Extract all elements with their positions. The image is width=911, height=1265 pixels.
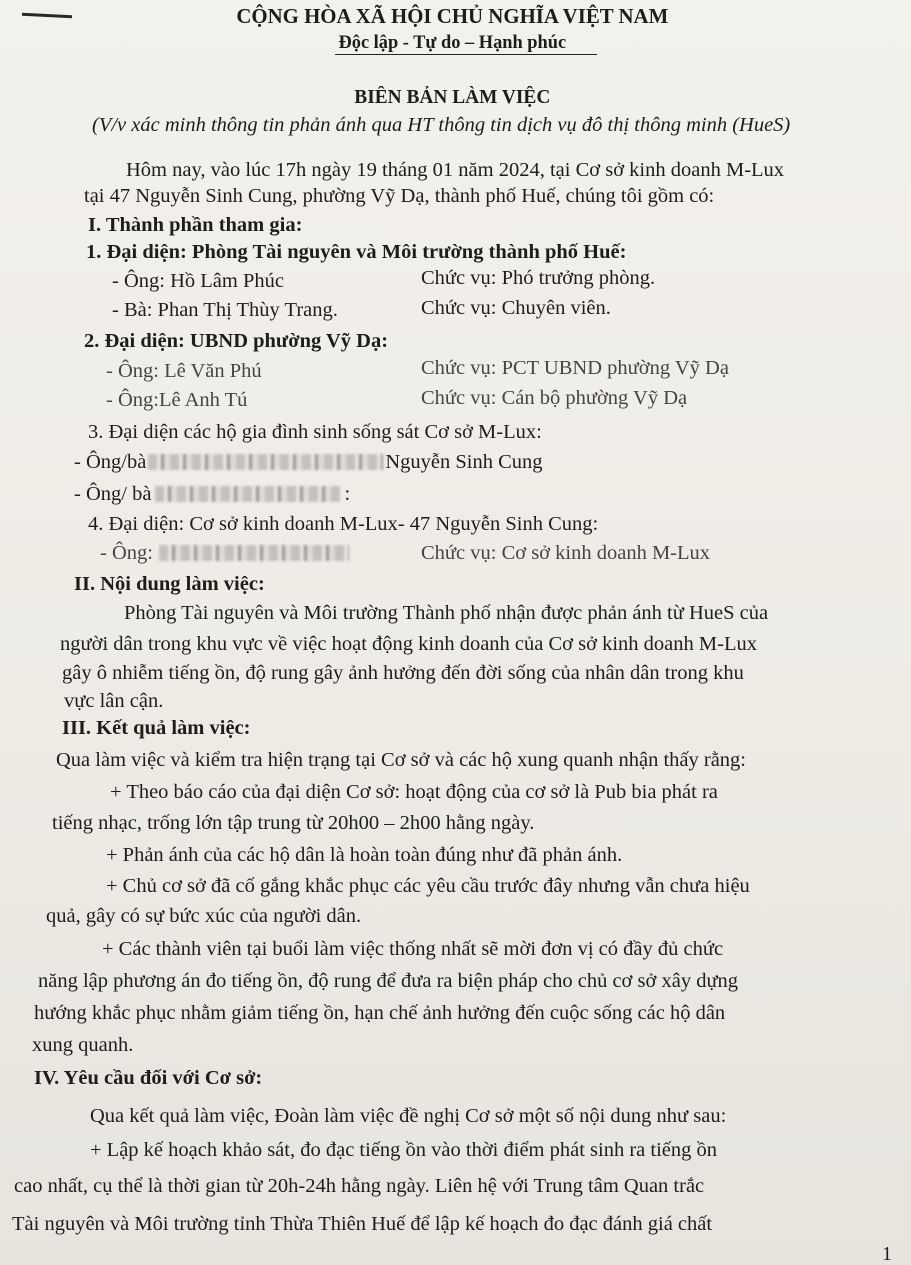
business-rep-row	[100, 543, 355, 564]
intro-line-1: Hôm nay, vào lúc 17h ngày 19 tháng 01 năm 2024, tại Cơ sở kinh doanh M-Lux	[126, 159, 785, 181]
redacted-name-block	[148, 454, 383, 470]
participant-role: Chức vụ: Phó trưởng phòng.	[421, 267, 656, 289]
section-3-line: năng lập phương án đo tiếng ồn, độ rung để đưa ra biện pháp cho chủ cơ sở xây dựng	[38, 970, 739, 992]
participant-name: - Ông:Lê Anh Tú	[106, 389, 248, 411]
redacted-name-block	[155, 486, 340, 502]
national-motto: Độc lập - Tự do – Hạnh phúc	[338, 33, 567, 53]
document-title: BIÊN BẢN LÀM VIỆC	[354, 87, 551, 108]
intro-line-2: tại 47 Nguyễn Sinh Cung, phường Vỹ Dạ, thành phố Huế, chúng tôi gồm có:	[84, 185, 715, 207]
group-1-heading: 1. Đại diện: Phòng Tài nguyên và Môi trường thành phố Huế:	[86, 241, 627, 263]
household-prefix: - Ông/ bà	[74, 483, 152, 505]
section-4-line: Qua kết quả làm việc, Đoàn làm việc đề nghị Cơ sở một số nội dung như sau:	[90, 1105, 727, 1127]
redacted-name-block	[159, 545, 349, 561]
household-address: Nguyễn Sinh Cung	[385, 451, 543, 473]
household-row-2	[74, 484, 350, 505]
section-3-line: hướng khắc phục nhằm giảm tiếng ồn, hạn chế ảnh hưởng đến cuộc sống các hộ dân	[34, 1002, 726, 1024]
section-2-line: người dân trong khu vực về việc hoạt động kinh doanh của Cơ sở kinh doanh M-Lux	[60, 633, 757, 655]
section-3-line: xung quanh.	[32, 1034, 134, 1056]
participant-role: Chức vụ: Cán bộ phường Vỹ Dạ	[421, 387, 688, 409]
section-3-line: quả, gây có sự bức xúc của người dân.	[46, 905, 362, 927]
section-4-line: cao nhất, cụ thể là thời gian từ 20h-24h hằng ngày. Liên hệ với Trung tâm Quan trắc	[14, 1175, 705, 1197]
household-row-1	[74, 452, 543, 473]
business-rep-role: Chức vụ: Cơ sở kinh doanh M-Lux	[421, 542, 711, 564]
group-2-heading: 2. Đại diện: UBND phường Vỹ Dạ:	[84, 330, 389, 352]
section-3-line: + Phản ánh của các hộ dân là hoàn toàn đúng như đã phản ánh.	[106, 844, 623, 866]
section-4-line: + Lập kế hoạch khảo sát, đo đạc tiếng ồn vào thời điểm phát sinh ra tiếng ồn	[90, 1139, 717, 1161]
group-4-heading: 4. Đại diện: Cơ sở kinh doanh M-Lux- 47 Nguyễn Sinh Cung:	[88, 513, 599, 535]
section-3-line: + Chủ cơ sở đã cố gắng khắc phục các yêu cầu trước đây nhưng vẫn chưa hiệu	[106, 875, 750, 897]
document-subtitle: (V/v xác minh thông tin phản ánh qua HT thông tin dịch vụ đô thị thông minh (HueS)	[92, 114, 791, 136]
section-2-heading: II. Nội dung làm việc:	[74, 573, 265, 595]
section-4-line: Tài nguyên và Môi trường tỉnh Thừa Thiên Huế để lập kế hoạch đo đạc đánh giá chất	[12, 1213, 713, 1235]
group-3-heading: 3. Đại diện các hộ gia đình sinh sống sát Cơ sở M-Lux:	[88, 421, 542, 443]
section-3-heading: III. Kết quả làm việc:	[62, 717, 251, 739]
national-heading: CỘNG HÒA XÃ HỘI CHỦ NGHĨA VIỆT NAM	[236, 4, 669, 28]
participant-role: Chức vụ: PCT UBND phường Vỹ Dạ	[421, 357, 729, 379]
section-3-line: tiếng nhạc, trống lớn tập trung từ 20h00 – 2h00 hằng ngày.	[52, 812, 535, 834]
section-1-heading: I. Thành phần tham gia:	[88, 214, 303, 236]
section-2-line: Phòng Tài nguyên và Môi trường Thành phố nhận được phản ánh từ HueS của	[124, 602, 769, 624]
section-2-line: vực lân cận.	[64, 690, 164, 712]
participant-role: Chức vụ: Chuyên viên.	[421, 297, 611, 319]
page-number: 1	[882, 1243, 892, 1265]
household-suffix: :	[344, 483, 351, 505]
household-prefix: - Ông/bà	[74, 451, 147, 473]
section-3-line: + Các thành viên tại buổi làm việc thống nhất sẽ mời đơn vị có đầy đủ chức	[102, 938, 724, 960]
section-3-line: + Theo báo cáo của đại diện Cơ sở: hoạt động của cơ sở là Pub bia phát ra	[110, 781, 718, 803]
section-3-line: Qua làm việc và kiểm tra hiện trạng tại Cơ sở và các hộ xung quanh nhận thấy rằng:	[56, 749, 746, 771]
participant-name: - Ông: Hồ Lâm Phúc	[112, 270, 284, 292]
section-2-line: gây ô nhiễm tiếng ồn, độ rung gây ảnh hưởng đến đời sống của nhân dân trong khu	[62, 662, 744, 684]
section-4-heading: IV. Yêu cầu đối với Cơ sở:	[34, 1067, 263, 1089]
participant-name: - Bà: Phan Thị Thùy Trang.	[112, 299, 338, 321]
motto-underline	[335, 54, 597, 55]
participant-name: - Ông: Lê Văn Phú	[106, 360, 262, 382]
business-rep-prefix: - Ông:	[100, 542, 153, 564]
